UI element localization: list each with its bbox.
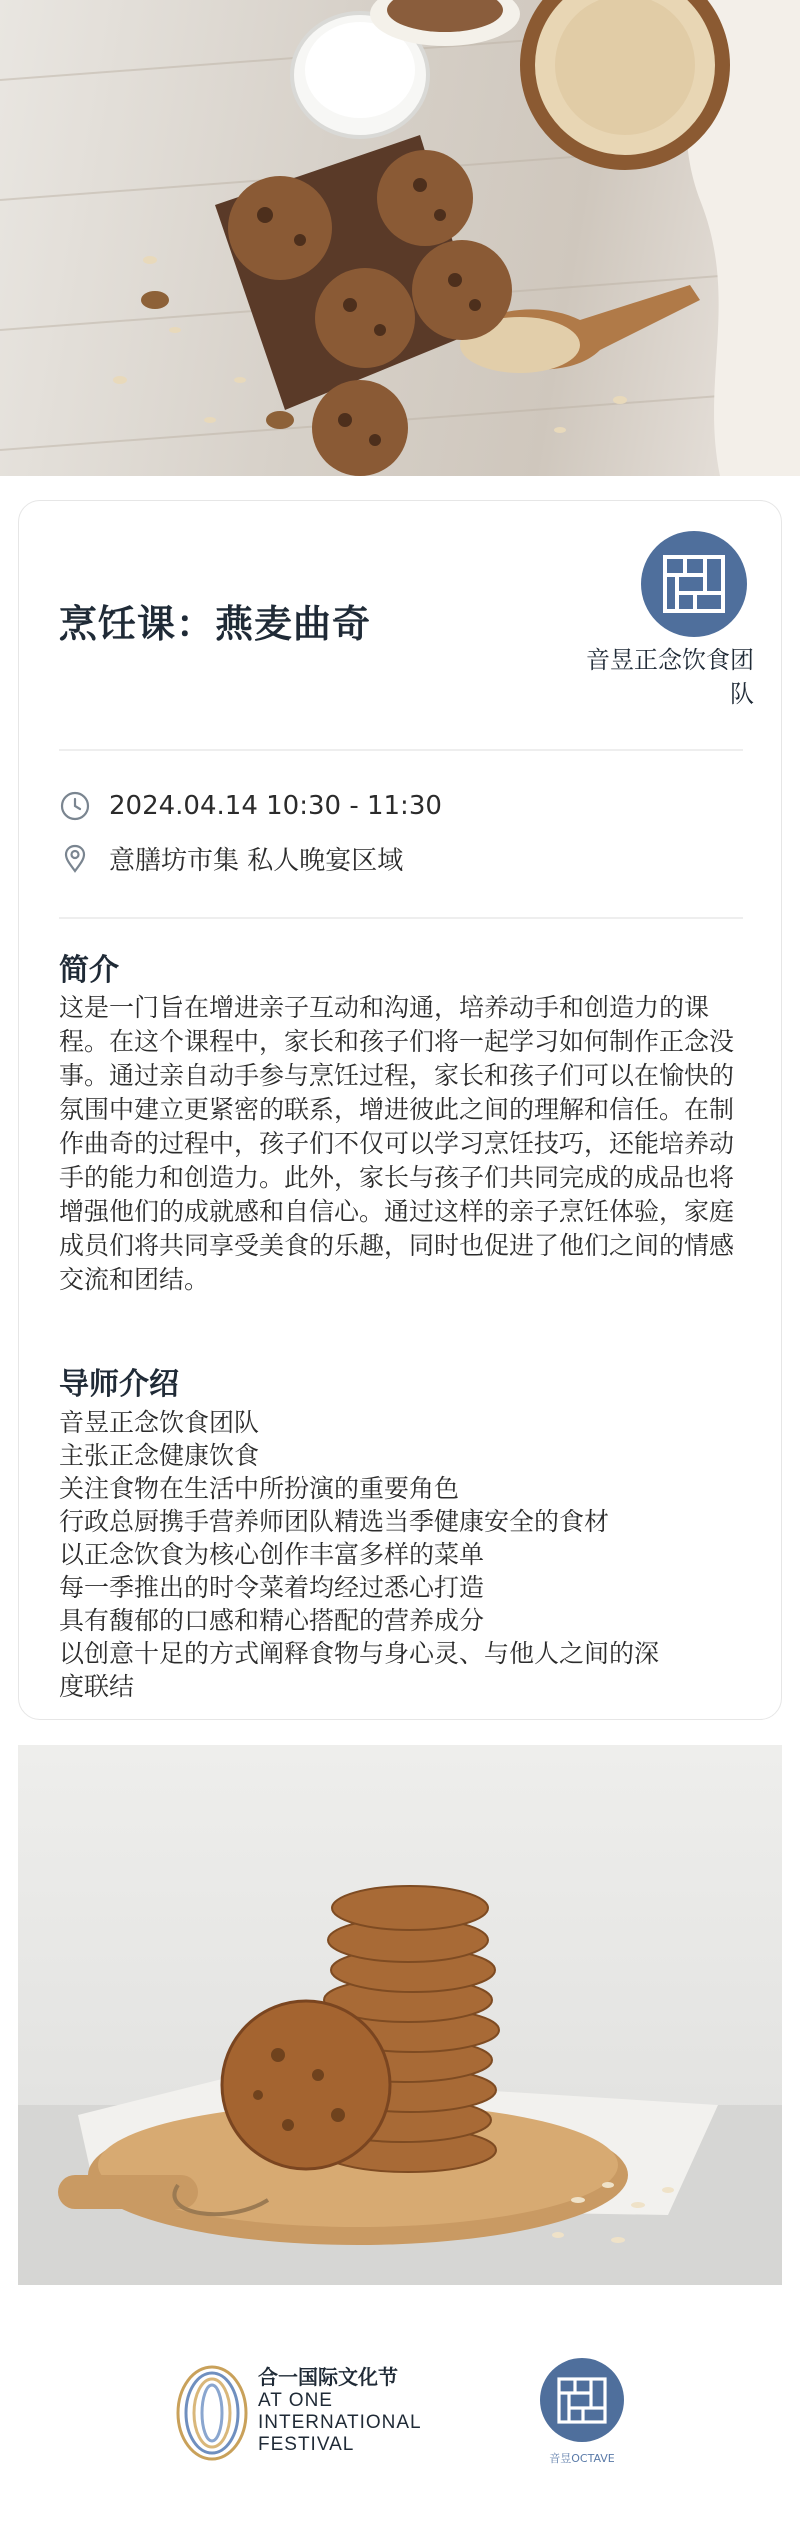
mentor-line: 主张正念健康饮食 [59, 1441, 260, 1470]
mentor-line: 关注食物在生活中所扮演的重要角色 [59, 1474, 460, 1503]
event-title: 烹饪课：燕麦曲奇 [59, 602, 372, 646]
festival-name-cn: 合一国际文化节 [258, 2365, 398, 2389]
festival-name-en-3: FESTIVAL [258, 2434, 355, 2455]
mentor-line: 行政总厨携手营养师团队精选当季健康安全的食材 [59, 1507, 610, 1536]
festival-name-en-2: INTERNATIONAL [258, 2412, 422, 2433]
octave-logo[interactable] [540, 2358, 624, 2442]
organizer-logo[interactable] [641, 531, 747, 637]
footer [0, 2300, 800, 2524]
octave-label: 音昱OCTAVE [549, 2452, 615, 2465]
location-row[interactable] [59, 838, 403, 878]
divider [59, 917, 743, 919]
mentor-line: 以创意十足的方式阐释食物与身心灵、与他人之间的深 [59, 1639, 660, 1668]
festival-name[interactable] [258, 2364, 422, 2456]
mentor-line: 度联结 [59, 1672, 135, 1701]
festival-name-en-1: AT ONE [258, 2390, 333, 2411]
cookies-illustration [18, 1745, 782, 2285]
mentor-line: 音昱正念饮食团队 [59, 1408, 260, 1437]
organizer-name-line1: 音昱正念饮食团 [586, 646, 754, 674]
organizer-name-line2: 队 [730, 680, 754, 708]
mentor-line: 以正念饮食为核心创作丰富多样的菜单 [59, 1540, 485, 1569]
location-pin-icon [59, 842, 91, 874]
intro-heading: 简介 [59, 953, 119, 988]
mentor-heading: 导师介绍 [59, 1367, 179, 1402]
mentor-line: 每一季推出的时令菜着均经过悉心打造 [59, 1573, 485, 1602]
event-datetime: 2024.04.14 10:30 - 11:30 [109, 791, 442, 821]
organizer-name[interactable] [559, 643, 754, 711]
hero-image [0, 0, 800, 476]
mentor-line: 具有馥郁的口感和精心搭配的营养成分 [59, 1606, 485, 1635]
datetime-row [59, 786, 442, 826]
festival-logo[interactable] [172, 2360, 252, 2466]
divider [59, 749, 743, 751]
mentor-list [59, 1406, 749, 1703]
hero-illustration [0, 0, 800, 476]
intro-text: 这是一门旨在增进亲子互动和沟通，培养动手和创造力的课程。在这个课程中，家长和孩子们将一起学习如何制作正念没事。通过亲自动手参与烹饪过程，家长和孩子们可以在愉快的氛围中建立更紧密的联系，增进彼此之间的理解和信任。在制作曲奇的过程中，孩子们不仅可以学习烹饪技巧，还能培养动手的能力和创造力。此外，家长与孩子们共同完成的成品也将增强他们的成就感和自信心。通过这样的亲子烹饪体验，家庭成员们将共同享受美食的乐趣，同时也促进了他们之间的情感交流和团结。 [59, 993, 735, 1294]
clock-icon [59, 790, 91, 822]
event-card [18, 500, 782, 1720]
event-location: 意膳坊市集 私人晚宴区域 [109, 845, 404, 876]
cookies-photo [18, 1745, 782, 2285]
